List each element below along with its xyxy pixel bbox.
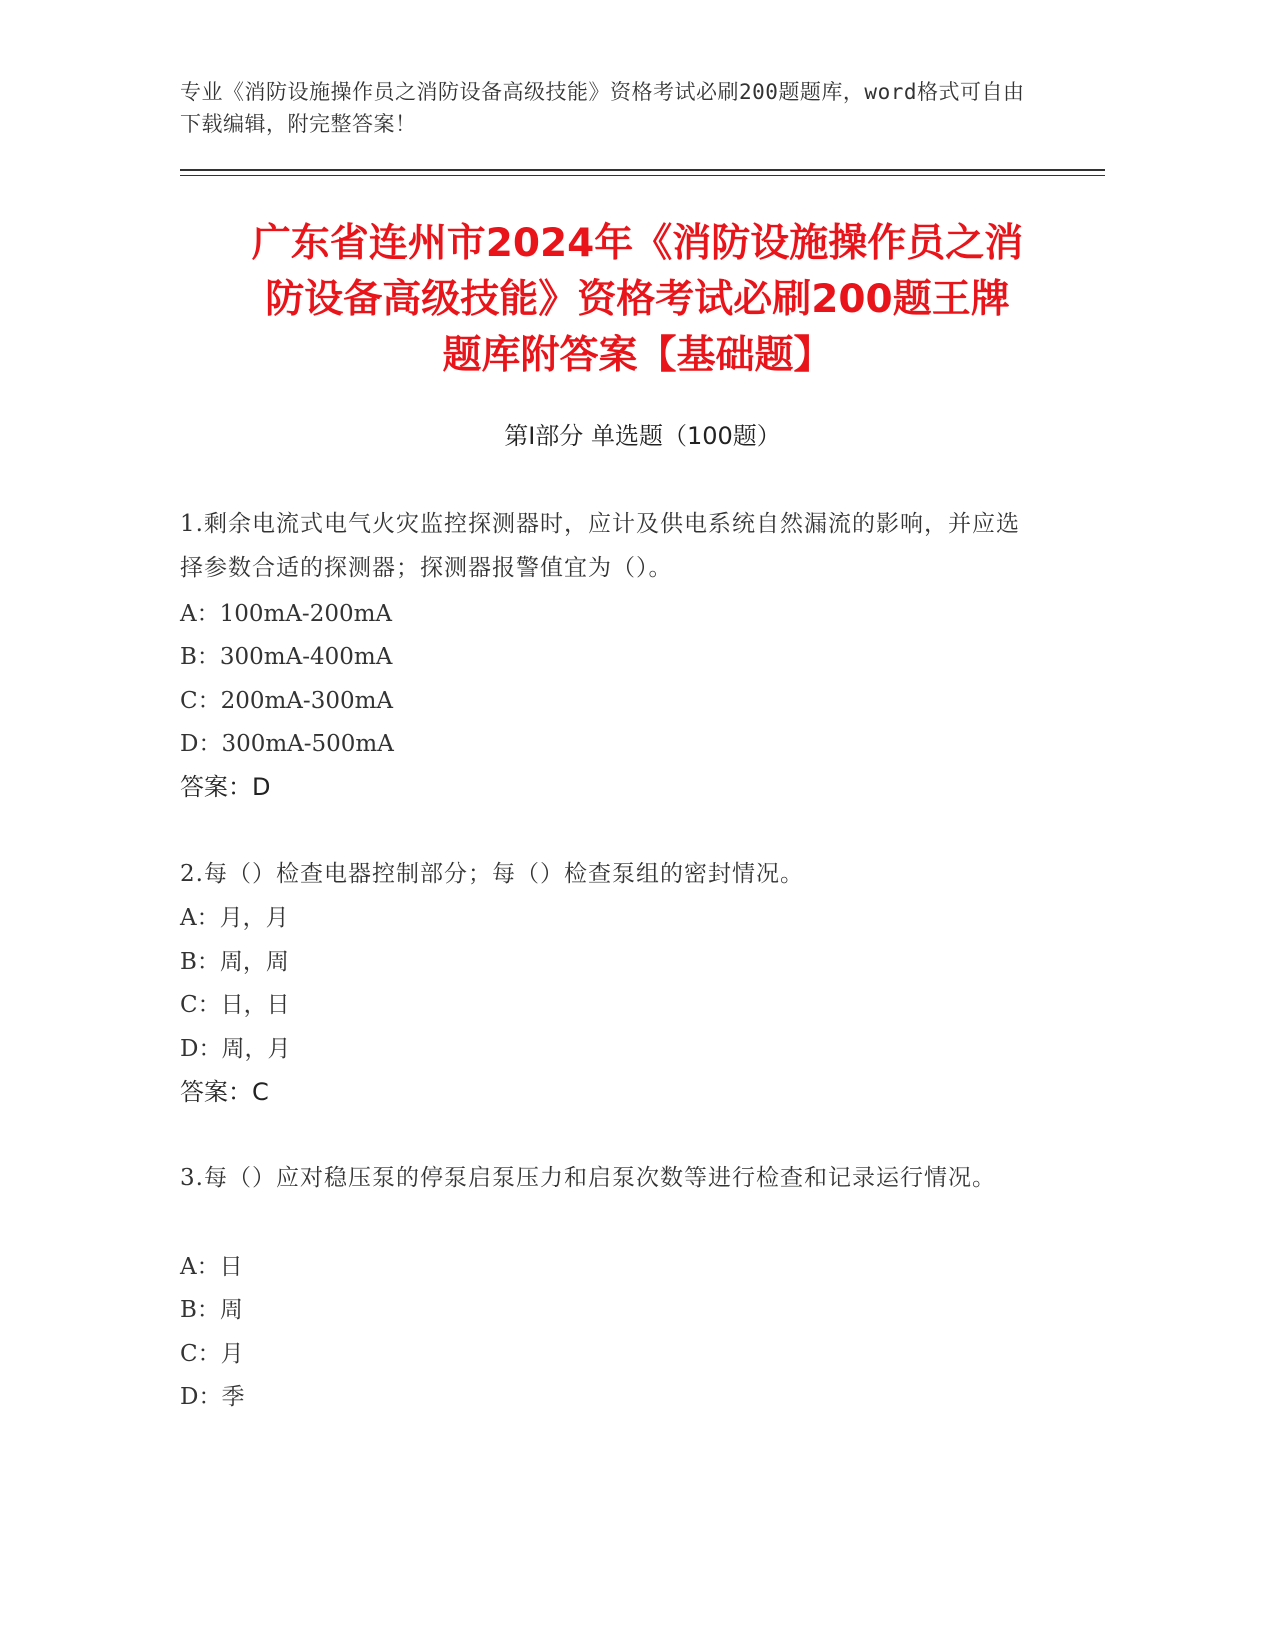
question-2-option-d: D：周，月	[180, 1036, 291, 1062]
question-2-answer: 答案：C	[180, 1078, 269, 1106]
question-1-text: 1.剩余电流式电气火灾监控探测器时，应计及供电系统自然漏流的影响，并应选择参数合适的探测器；探测器报警值宜为（）。	[180, 511, 1020, 581]
question-2-option-c: C：日，日	[180, 992, 290, 1018]
question-1-option-d: D：300mA-500mA	[180, 731, 394, 757]
document-title	[170, 216, 1105, 384]
header-note: 专业《消防设施操作员之消防设备高级技能》资格考试必刷200题题库，word格式可自由下载编辑，附完整答案！	[180, 80, 1025, 136]
question-1-answer: 答案：D	[180, 773, 271, 801]
header-divider-thin	[180, 175, 1105, 176]
question-3-option-d: D：季	[180, 1384, 245, 1410]
question-3-option-a: A：日	[180, 1254, 243, 1280]
question-1-option-c: C：200mA-300mA	[180, 688, 394, 714]
header-divider	[180, 169, 1105, 171]
question-2-option-b: B：周，周	[180, 949, 289, 975]
section-heading: 第Ⅰ部分 单选题（100题）	[504, 422, 781, 450]
question-1-option-b: B：300mA-400mA	[180, 644, 393, 670]
question-3-option-c: C：月	[180, 1341, 244, 1367]
title-line-1: 广东省连州市2024年《消防设施操作员之消	[251, 221, 1024, 266]
question-3-text: 3.每（）应对稳压泵的停泵启泵压力和启泵次数等进行检查和记录运行情况。	[180, 1165, 996, 1191]
title-line-2: 防设备高级技能》资格考试必刷200题王牌	[265, 277, 1010, 322]
question-3-option-b: B：周	[180, 1297, 243, 1323]
question-2-text: 2.每（）检查电器控制部分；每（）检查泵组的密封情况。	[180, 861, 804, 887]
title-line-3: 题库附答案【基础题】	[442, 333, 833, 378]
question-2-option-a: A：月，月	[180, 905, 289, 931]
question-1-option-a: A：100mA-200mA	[180, 601, 393, 627]
